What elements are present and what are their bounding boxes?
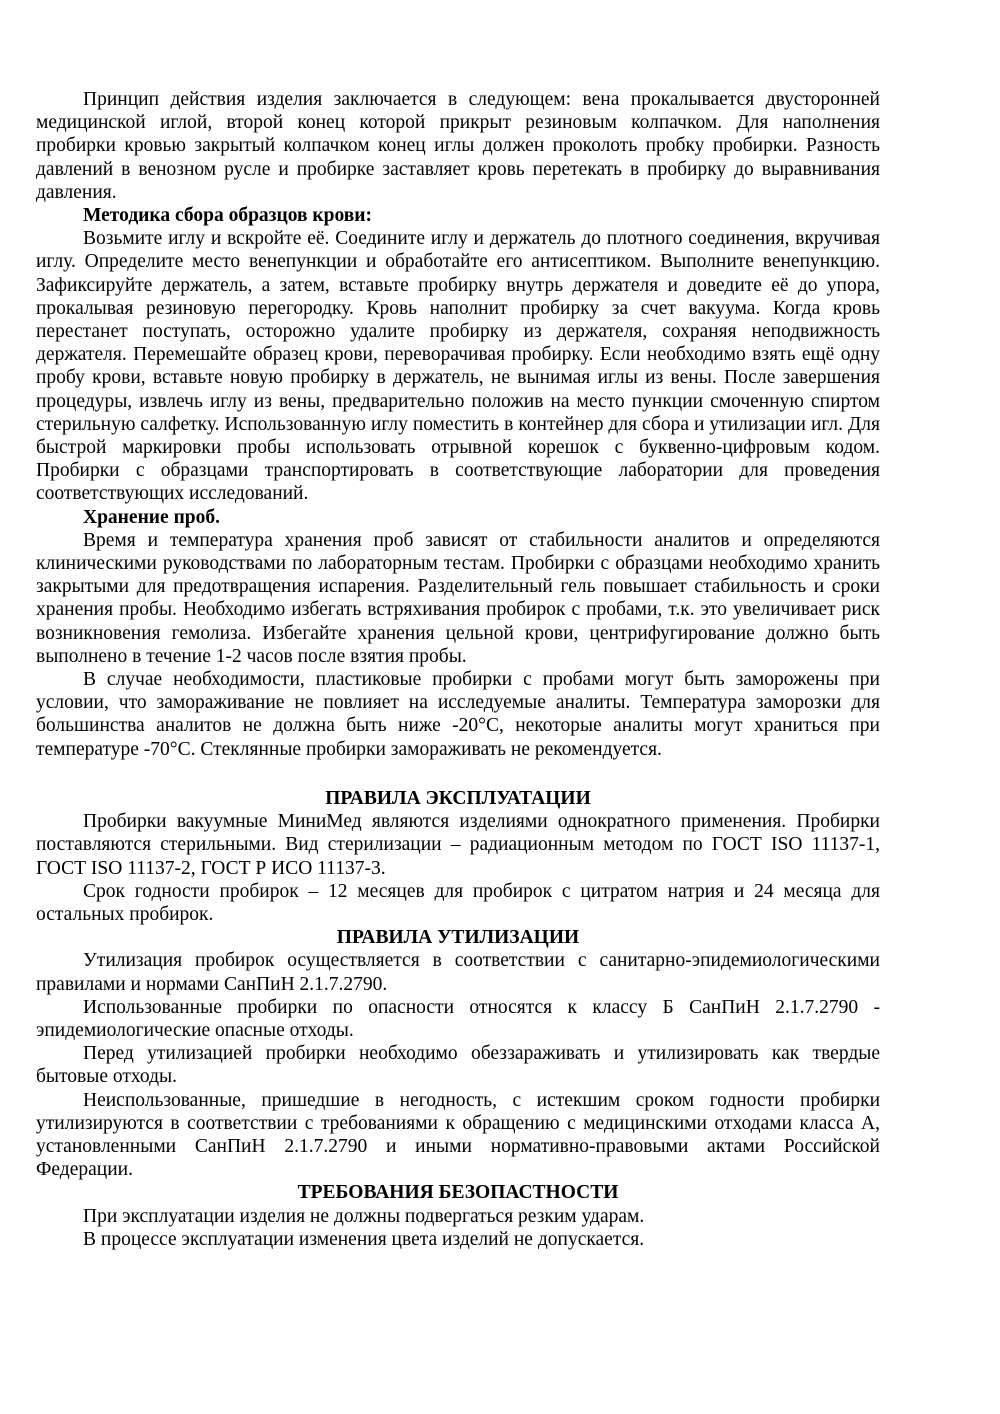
paragraph-sampling-procedure: Возьмите иглу и вскройте её. Соедините иглу и держатель до плотного соединения, вкручивая иглу. Определите место венепункции и обработайте его антисептиком. Выполните венепункцию. Зафиксируйте держатель, а затем, вставьте пробирку внутрь держателя и доведите её до упора, прокалывая резиновую перегородку. Кровь наполнит пробирку за счет вакуума. Когда кровь перестанет поступать, осторожно удалите пробирку из держателя, сохраняя неподвижность держателя. Перемешайте образец крови, переворачивая пробирку. Если необходимо взять ещё одну пробу крови, вставьте новую пробирку в держатель, не вынимая иглы из вены. После завершения процедуры, извлечь иглу из вены, предварительно положив на место пункции смоченную спиртом стерильную салфетку. Использованную иглу поместить в контейнер для сбора и утилизации игл. Для быстрой маркировки пробы использовать отрывной корешок с буквенно-цифровым кодом. Пробирки с образцами транспортировать в соответствующие лаборатории для проведения соответствующих исследований. (36, 228, 880, 505)
paragraph-single-use-sterilization: Пробирки вакуумные МиниМед являются изделиями однократного применения. Пробирки поставляются стерильными. Вид стерилизации – радиационным методом по ГОСТ ISO 11137-1, ГОСТ ISO 11137-2, ГОСТ Р ИСО 11137-3. (36, 811, 880, 879)
paragraph-disinfection-before-disposal: Перед утилизацией пробирки необходимо обеззараживать и утилизировать как твердые бытовые отходы. (36, 1043, 880, 1088)
paragraph-no-sharp-impacts: При эксплуатации изделия не должны подвергаться резким ударам. (83, 1205, 645, 1227)
paragraph-no-color-change: В процессе эксплуатации изменения цвета изделий не допускается. (83, 1228, 645, 1250)
paragraph-utilization-sanpin: Утилизация пробирок осуществляется в соответствии с санитарно-эпидемиологическими правилами и нормами СанПиН 2.1.7.2790. (36, 950, 880, 995)
paragraph-freezing-conditions: В случае необходимости, пластиковые пробирки с пробами могут быть заморожены при условии, что замораживание не повлияет на исследуемые аналиты. Температура заморозки для большинства аналитов не должна быть ниже -20°С, некоторые аналиты могут храниться при температуре -70°С. Стеклянные пробирки замораживать не рекомендуется. (36, 669, 880, 760)
section-heading-utilization-rules: ПРАВИЛА УТИЛИЗАЦИИ (336, 927, 580, 949)
section-heading-exploitation-rules: ПРАВИЛА ЭКСПЛУАТАЦИИ (325, 787, 591, 809)
paragraph-used-tubes-class-b: Использованные пробирки по опасности относятся к классу Б СанПиН 2.1.7.2790 - эпидемиологические опасные отходы. (36, 996, 880, 1041)
section-heading-safety-requirements: ТРЕБОВАНИЯ БЕЗОПАСТНОСТИ (297, 1182, 619, 1204)
inline-heading-sample-storage: Хранение проб. (83, 506, 221, 528)
paragraph-unused-tubes-class-a: Неиспользованные, пришедшие в негодность, с истекшим сроком годности пробирки утилизируются в соответствии с требованиями к обращению с медицинскими отходами класса А, установленными СанПиН 2.1.7.2790 и иными нормативно-правовыми актами Российской Федерации. (36, 1089, 880, 1181)
paragraph-storage-conditions: Время и температура хранения проб зависят от стабильности аналитов и определяются клиническими руководствами по лабораторным тестам. Пробирки с образцами необходимо хранить закрытыми для предотвращения испарения. Разделительный гель повышает стабильность и сроки хранения пробы. Необходимо избегать встряхивания пробирок с пробами, т.к. это увеличивает риск возникновения гемолиза. Избегайте хранения цельной крови, центрифугирование должно быть выполнено в течение 1-2 часов после взятия пробы. (36, 529, 880, 667)
paragraph-shelf-life: Срок годности пробирок – 12 месяцев для пробирок с цитратом натрия и 24 месяца для остальных пробирок. (36, 880, 880, 925)
inline-heading-blood-sampling-method: Методика сбора образцов крови: (83, 205, 373, 227)
paragraph-principle-of-operation: Принцип действия изделия заключается в следующем: вена прокалывается двусторонней медицинской иглой, второй конец которой прикрыт резиновым колпачком. Для наполнения пробирки кровью закрытый колпачком конец иглы должен проколоть пробку пробирки. Разность давлений в венозном русле и пробирке заставляет кровь перетекать в пробирку до выравнивания давления. (36, 89, 880, 203)
